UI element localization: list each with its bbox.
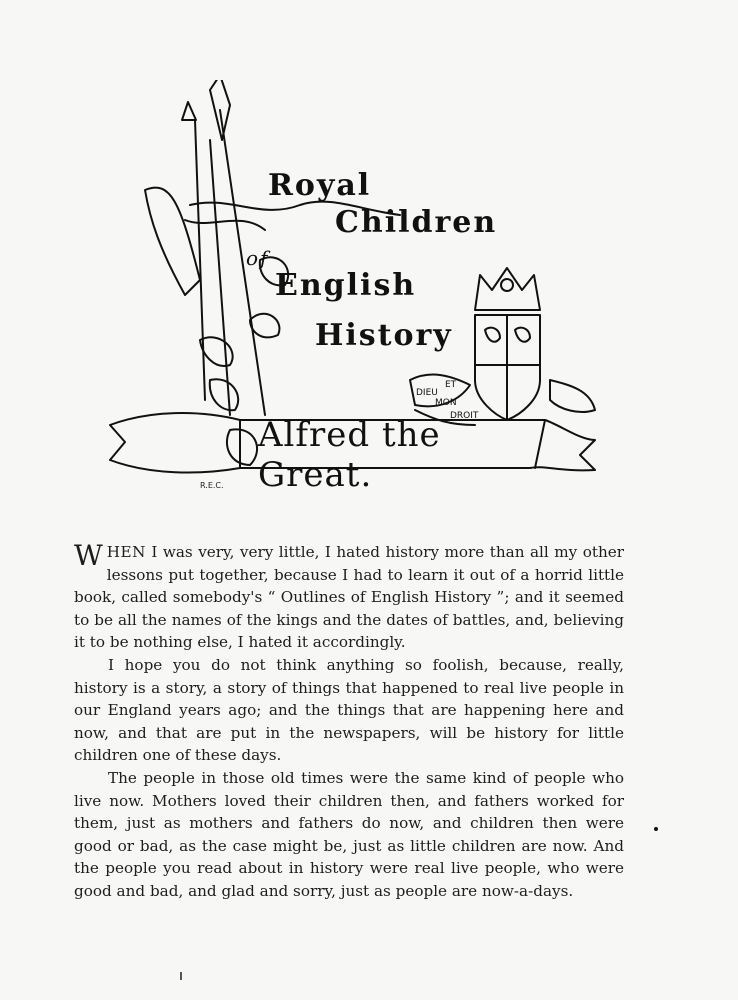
drop-cap-letter: W	[74, 539, 103, 572]
title-word-history: History	[315, 318, 453, 353]
motto-word-2: ET	[445, 380, 457, 390]
body-text	[74, 541, 624, 903]
motto-word-4: DROIT	[450, 411, 479, 421]
motto-word-3: MON	[435, 398, 457, 408]
crown	[475, 268, 540, 310]
paragraph-3: The people in those old times were the same kind of people who live now. Mothers loved their children then, and fathers worked for them, just as mothers and fathers do now, and children then were good or bad, as the case might be, just as little children are now. And the people you read about in history were real live people, who were good and bad, and glad and sorry, just as people are now-a-days.	[74, 768, 624, 900]
title-word-english: English	[275, 268, 417, 303]
title-word-children: Children	[335, 205, 498, 240]
ink-speck	[654, 827, 658, 831]
subtitle-alfred-the-great: Alfred the Great.	[258, 415, 441, 495]
motto-word-1: DIEU	[416, 388, 438, 398]
paragraph-1	[74, 541, 624, 654]
title-word-royal: Royal	[268, 168, 372, 203]
ink-mark	[180, 972, 182, 980]
title-word-of: of	[246, 246, 270, 270]
halberd-shaft-2	[210, 140, 230, 415]
artist-initials: R.E.C.	[200, 481, 224, 490]
paragraph-2: I hope you do not think anything so foolish, because, really, history is a story, a story of things that happened to real live people in our England years ago; and the things that are happening here and now, and that are put in the newspapers, will be history for little children one of these days.	[74, 655, 624, 765]
paragraph-1-text: I was very, very little, I hated history more than all my other lessons put together, because I had to learn it out of a horrid little book, called somebody's “ Outlines of English History ”; and it seemed to be all the names of the kings and the dates of battles, and, believing it to be nothing else, I hated it accordingly.	[74, 543, 624, 652]
opening-word-rest: HEN	[106, 543, 146, 561]
